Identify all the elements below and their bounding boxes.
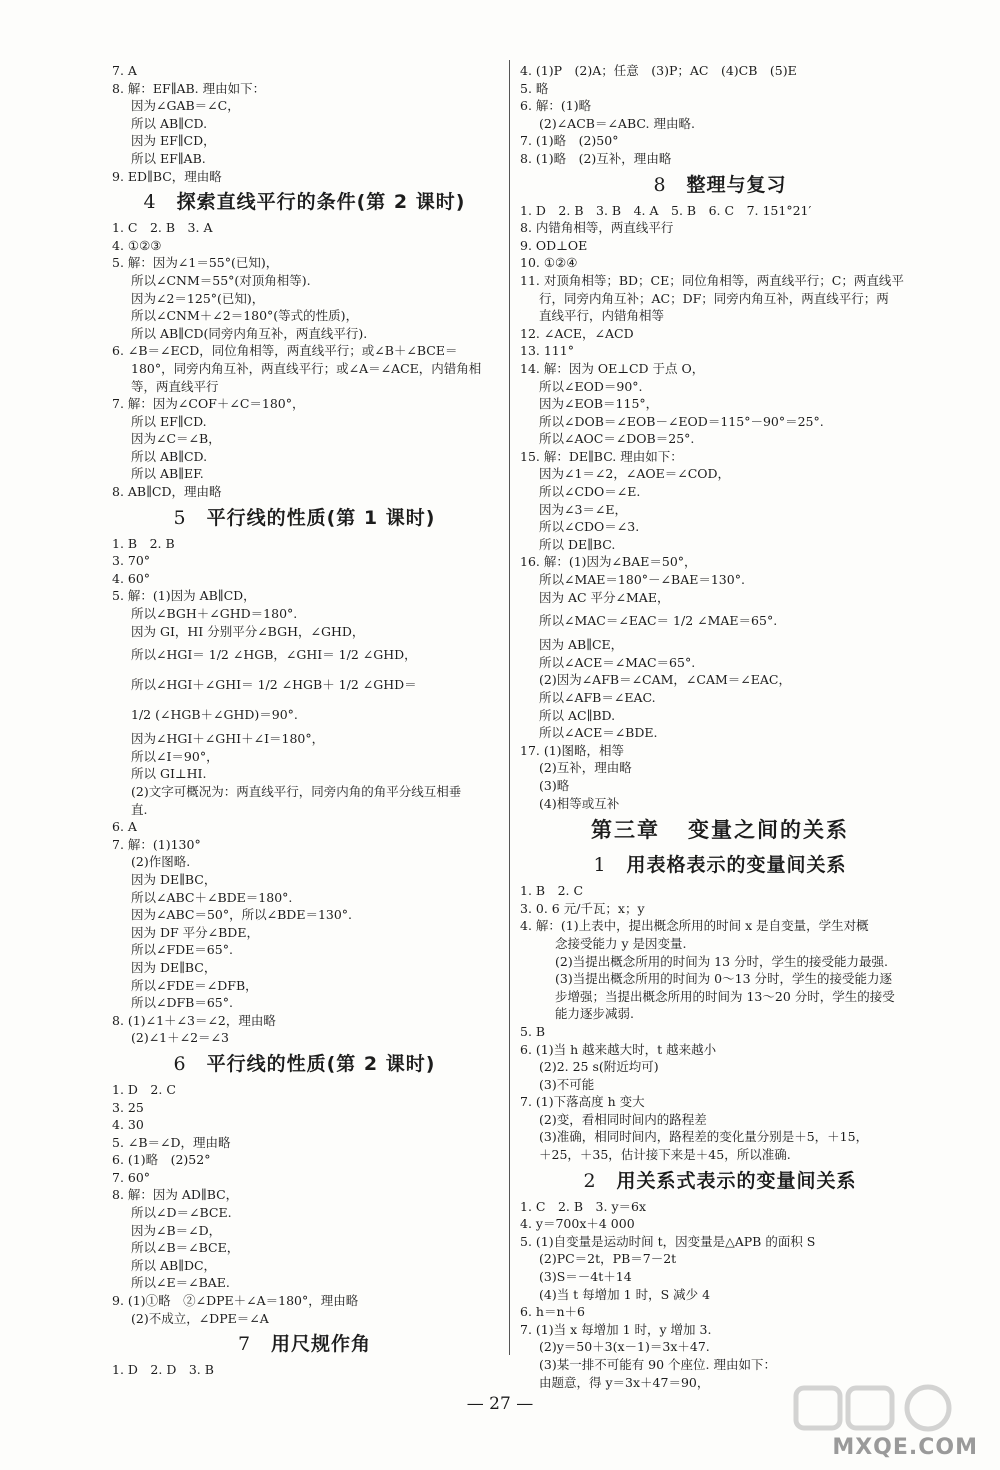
answer-line: 8. (1)略 (2)互补，理由略	[520, 150, 672, 166]
answer-line: 7. 解：(1)130°	[112, 836, 201, 852]
answer-line: 所以∠HGI＝ 1/2 ∠HGB，∠GHI＝ 1/2 ∠GHD，	[131, 647, 417, 663]
answer-line: 由题意，得 y＝3x＋47＝90，	[539, 1374, 710, 1390]
answer-line: 因为∠3＝∠E，	[539, 501, 628, 517]
answer-line: (2)文字可概况为：两直线平行，同旁内角的角平分线互相垂	[131, 784, 462, 799]
answer-line: 所以∠MAE＝180°－∠BAE＝130°.	[539, 572, 745, 588]
right-column	[520, 62, 920, 1391]
answer-line: 7. 60°	[112, 1169, 151, 1185]
answer-line: 因为∠2＝125°(已知)，	[131, 290, 265, 306]
answer-line: 7. 解：因为∠COF＋∠C＝180°，	[112, 396, 305, 412]
section-title: 探索直线平行的条件(第 2 课时)	[176, 191, 466, 214]
answer-line: 所以∠ACE＝∠BDE.	[539, 725, 658, 741]
section-number: 4	[143, 191, 157, 214]
section-number: 1	[593, 854, 607, 877]
answer-line: 因为∠B＝∠D，	[131, 1222, 222, 1238]
answer-line: 5. 略	[520, 80, 549, 96]
chapter-title: 变量之间的关系	[688, 818, 849, 843]
answer-line: (3)不可能	[539, 1076, 595, 1092]
answer-line: 因为 DE∥BC，	[131, 871, 217, 887]
answer-line: 1. B 2. B	[112, 535, 175, 551]
answer-line: 因为∠C＝∠B，	[131, 431, 221, 447]
answer-line: 8. 解：因为 AD∥BC，	[112, 1187, 239, 1203]
answer-line: 7. A	[112, 63, 137, 78]
answer-line: (3)S＝－4t＋14	[539, 1269, 632, 1285]
section-heading	[112, 501, 497, 535]
answer-line: 所以∠DFB＝65°.	[131, 995, 233, 1011]
section-title: 用关系式表示的变量间关系	[616, 1169, 857, 1192]
section-heading	[520, 168, 920, 202]
section-heading	[112, 185, 497, 219]
answer-line: 4. ①②③	[112, 237, 162, 253]
answer-line: 9. OD⊥OE	[520, 237, 588, 253]
answer-line: 所以∠E＝∠BAE.	[131, 1275, 230, 1291]
answer-line: (2)PC＝2t，PB＝7－2t	[539, 1251, 677, 1267]
answer-line: 所以 AB∥EF.	[131, 466, 204, 482]
section-title: 用表格表示的变量间关系	[626, 854, 847, 877]
answer-line: 所以∠FDE＝65°.	[131, 942, 233, 958]
answer-line: ＋25，＋35，估计接下来是＋45，所以准确.	[539, 1147, 791, 1163]
answer-line: 1/2 (∠HGB＋∠GHD)＝90°.	[131, 707, 298, 723]
answer-line: 因为∠HGI＋∠GHI＋∠I＝180°，	[131, 731, 325, 747]
answer-line: 1. D 2. B 3. B 4. A 5. B 6. C 7. 151°21′	[520, 202, 812, 218]
answer-line: 11. 对顶角相等；BD；CE；同位角相等，两直线平行；C；两直线平	[520, 272, 904, 288]
answer-line: 因为 DE∥BC，	[131, 959, 217, 975]
answer-line: (2)因为∠AFB＝∠CAM，∠CAM＝∠EAC，	[539, 672, 791, 688]
answer-line: 所以 AB∥DC，	[131, 1257, 217, 1273]
answer-line: 因为 AB∥CE，	[539, 637, 624, 653]
answer-line: 1. D 2. D 3. B	[112, 1362, 214, 1378]
answer-line: (2)变，看相同时间内的路程差	[539, 1111, 707, 1127]
answer-line: 1. C 2. B 3. A	[112, 220, 213, 236]
answer-line: 所以 EF∥AB.	[131, 150, 206, 166]
answer-line: 所以∠ABC＋∠BDE＝180°.	[131, 889, 293, 905]
answer-line: 7. (1)当 x 每增加 1 时，y 增加 3.	[520, 1321, 712, 1337]
answer-line: 4. y＝700x＋4 000	[520, 1216, 635, 1232]
answer-line: 8. 解：EF∥AB. 理由如下：	[112, 80, 266, 96]
answer-line: 1. B 2. C	[520, 883, 584, 899]
answer-line: 10. ①②④	[520, 255, 578, 271]
answer-line: 3. 25	[112, 1099, 144, 1115]
answer-line: 所以∠DOB＝∠EOB－∠EOD＝115°－90°＝25°.	[539, 413, 824, 429]
answer-line: (2)∠ACB＝∠ABC. 理由略.	[539, 115, 695, 131]
answer-line: (2)不成立，∠DPE＝∠A	[131, 1310, 269, 1326]
answer-line: 念接受能力 y 是因变量.	[555, 935, 687, 951]
answer-line: 6. ∠B＝∠ECD，同位角相等，两直线平行；或∠B＋∠BCE＝	[112, 343, 458, 359]
answer-line: 5. 解：(1)因为 AB∥CD，	[112, 588, 256, 604]
answer-line: 1. D 2. C	[112, 1081, 176, 1097]
answer-line: 直线平行，内错角相等	[539, 308, 665, 324]
section-title: 整理与复习	[686, 173, 787, 196]
answer-line: (3)略	[539, 777, 570, 793]
answer-line: 所以∠B＝∠BCE，	[131, 1240, 240, 1256]
section-title: 用尺规作角	[271, 1333, 372, 1356]
answer-line: (4)当 t 每增加 1 时，S 减少 4	[539, 1286, 711, 1302]
answer-line: 因为∠EOB＝115°，	[539, 396, 659, 412]
answer-line: 因为 DF 平分∠BDE，	[131, 924, 259, 940]
section-number: 2	[583, 1169, 597, 1192]
answer-line: 3. 0. 6 元/千瓦；x；y	[520, 900, 645, 916]
chapter-heading	[520, 812, 920, 848]
chapter-number: 第三章	[591, 818, 660, 843]
answer-line: 所以 GI⊥HI.	[131, 766, 207, 782]
answer-line: 所以 EF∥CD.	[131, 413, 207, 429]
answer-line: 9. ED∥BC，理由略	[112, 168, 222, 184]
answer-line: 12. ∠ACE，∠ACD	[520, 325, 634, 341]
answer-line: (2)作图略.	[131, 854, 191, 870]
section-number: 6	[173, 1052, 187, 1075]
answer-line: 4. (1)P (2)A；任意 (3)P；AC (4)CB (5)E	[520, 63, 797, 78]
column-divider	[509, 60, 510, 1355]
answer-line: 所以∠CDO＝∠E.	[539, 484, 641, 500]
answer-line: (3)某一排不可能有 90 个座位. 理由如下：	[539, 1357, 777, 1372]
section-heading	[520, 1164, 920, 1198]
answer-line: 所以 DE∥BC.	[539, 536, 616, 552]
answer-line: 1. C 2. B 3. y＝6x	[520, 1198, 647, 1214]
section-number: 5	[173, 506, 187, 529]
answer-line: 所以 AB∥CD.	[131, 448, 208, 464]
left-column	[112, 62, 497, 1379]
answer-line: 8. 内错角相等，两直线平行	[520, 220, 674, 236]
section-heading	[112, 1047, 497, 1081]
answer-line: 因为∠ABC＝50°，所以∠BDE＝130°.	[131, 907, 353, 923]
answer-line: 7. (1)略 (2)50°	[520, 133, 619, 149]
answer-line: (2)∠1＋∠2＝∠3	[131, 1030, 229, 1046]
answer-line: (3)准确，相同时间内，路程差的变化量分别是＋5，＋15，	[539, 1129, 869, 1145]
answer-line: 15. 解：DE∥BC. 理由如下：	[520, 448, 683, 464]
answer-line: 8. (1)∠1＋∠3＝∠2，理由略	[112, 1012, 276, 1028]
answer-line: 等，两直线平行	[131, 378, 219, 394]
answer-line: 所以∠EOD＝90°.	[539, 378, 643, 394]
section-heading	[112, 1327, 497, 1361]
answer-line: 所以 AC∥BD.	[539, 707, 616, 723]
answer-line: 所以∠AFB＝∠EAC.	[539, 690, 656, 705]
answer-line: 5. (1)自变量是运动时间 t，因变量是△APB 的面积 S	[520, 1233, 816, 1249]
watermark-text: MXQE.COM	[832, 1435, 978, 1460]
answer-line: 所以 AB∥CD(同旁内角互补，两直线平行).	[131, 325, 368, 341]
answer-line: 所以∠CNM＝55°(对顶角相等).	[131, 272, 311, 288]
section-title: 平行线的性质(第 1 课时)	[206, 506, 436, 529]
answer-line: 所以∠CDO＝∠3.	[539, 519, 640, 535]
answer-line: 6. 解：(1)略	[520, 98, 592, 114]
answer-line: (2)当提出概念所用的时间为 13 分时，学生的接受能力最强.	[555, 953, 889, 969]
answer-line: 5. B	[520, 1023, 546, 1039]
answer-line: 9. (1)①略 ②∠DPE＋∠A＝180°，理由略	[112, 1293, 359, 1309]
section-number: 7	[237, 1333, 252, 1356]
answer-line: 行，同旁内角互补；AC；DF；同旁内角互补，两直线平行；两	[539, 290, 889, 306]
answer-line: 3. 70°	[112, 553, 151, 569]
answer-line: 所以∠ACE＝∠MAC＝65°.	[539, 654, 696, 670]
answer-line: 所以∠CNM＋∠2＝180°(等式的性质)，	[131, 308, 359, 324]
answer-line: 16. 解：(1)因为∠BAE＝50°，	[520, 554, 697, 570]
answer-line: 能力逐步减弱.	[555, 1006, 634, 1022]
answer-line: 所以∠BGH＋∠GHD＝180°.	[131, 606, 298, 622]
page-number: — 27 —	[466, 1394, 534, 1414]
answer-line: 5. 解：因为∠1＝55°(已知)，	[112, 255, 279, 271]
answer-line: 4. 解：(1)上表中，提出概念所用的时间 x 是自变量，学生对概	[520, 918, 869, 934]
answer-line: 所以∠I＝90°，	[131, 748, 219, 764]
answer-line: 所以∠AOC＝∠DOB＝25°.	[539, 431, 695, 447]
answer-line: 所以∠D＝∠BCE.	[131, 1205, 232, 1221]
answer-line: 5. ∠B＝∠D，理由略	[112, 1134, 231, 1150]
answer-line: 4. 30	[112, 1117, 144, 1133]
answer-line: 6. A	[112, 819, 137, 835]
answer-line: (4)相等或互补	[539, 795, 620, 811]
answer-line: 14. 解：因为 OE⊥CD 于点 O，	[520, 360, 705, 376]
answer-line: 步增强；当提出概念所用的时间为 13～20 分时，学生的接受	[555, 988, 895, 1004]
answer-line: 6. (1)略 (2)52°	[112, 1152, 211, 1168]
answer-line: 6. h＝n＋6	[520, 1304, 585, 1320]
answer-line: 因为∠GAB＝∠C，	[131, 98, 240, 114]
section-title: 平行线的性质(第 2 课时)	[206, 1052, 436, 1075]
answer-line: 所以∠HGI＋∠GHI＝ 1/2 ∠HGB＋ 1/2 ∠GHD＝	[131, 677, 417, 693]
answer-line: (3)当提出概念所用的时间为 0～13 分时，学生的接受能力逐	[555, 971, 893, 987]
answer-line: 所以 AB∥CD.	[131, 115, 208, 131]
answer-line: 13. 111°	[520, 343, 574, 359]
answer-line: 17. (1)图略，相等	[520, 742, 625, 758]
answer-line: 所以∠FDE＝∠DFB，	[131, 977, 258, 993]
answer-line: (2)互补，理由略	[539, 760, 632, 776]
answer-line: 所以∠MAC＝∠EAC＝ 1/2 ∠MAE＝65°.	[539, 613, 778, 629]
answer-line: 因为 EF∥CD，	[131, 133, 216, 149]
section-number: 8	[653, 173, 667, 196]
answer-line: 因为 GI，HI 分别平分∠BGH，∠GHD，	[131, 623, 365, 639]
answer-line: 4. 60°	[112, 570, 151, 586]
answer-line: 8. AB∥CD，理由略	[112, 484, 222, 500]
answer-line: 7. (1)下落高度 h 变大	[520, 1094, 645, 1110]
answer-line: 直.	[131, 801, 148, 817]
answer-line: (2)y＝50＋3(x－1)＝3x＋47.	[539, 1339, 710, 1355]
answer-line: 6. (1)当 h 越来越大时，t 越来越小	[520, 1041, 717, 1057]
answer-line: (2)2. 25 s(附近均可)	[539, 1059, 659, 1075]
answer-line: 因为 AC 平分∠MAE，	[539, 589, 670, 605]
answer-line: 因为∠1＝∠2，∠AOE＝∠COD，	[539, 466, 731, 482]
answer-line: 180°，同旁内角互补，两直线平行；或∠A＝∠ACE，内错角相	[131, 360, 482, 376]
section-heading	[520, 848, 920, 882]
